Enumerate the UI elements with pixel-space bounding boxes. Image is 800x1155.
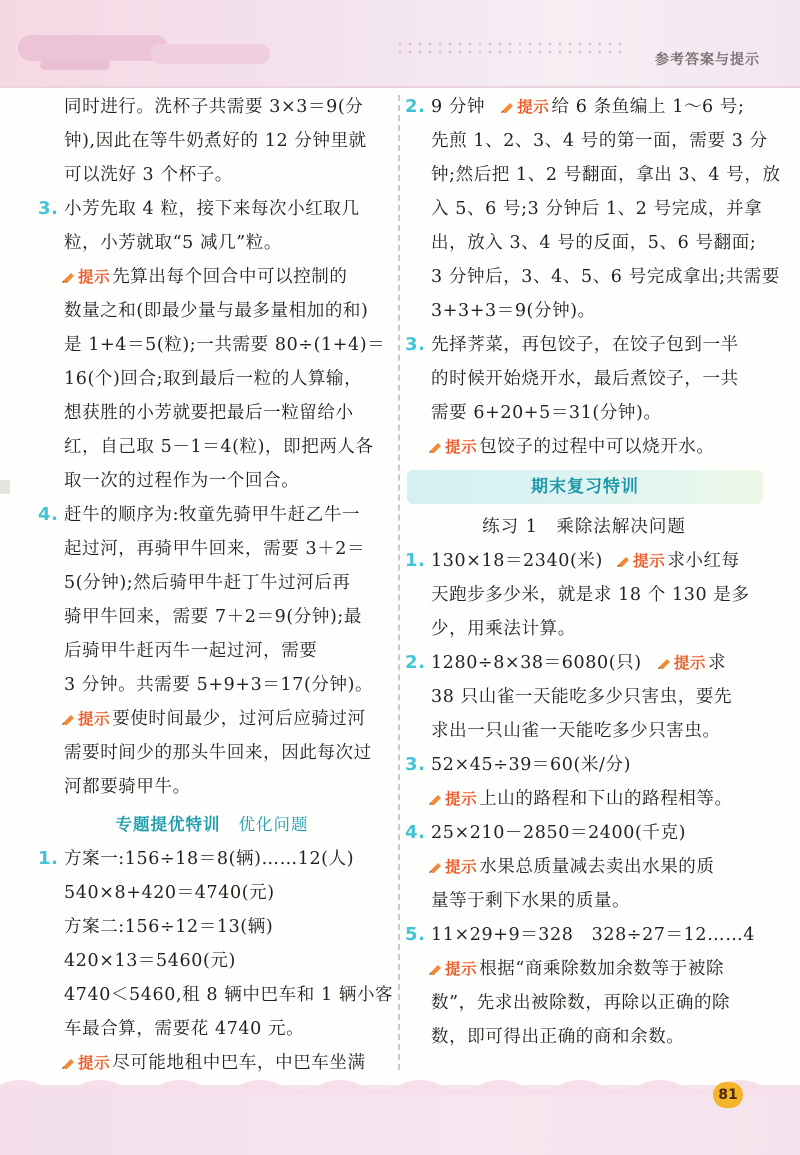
item-number: 3. xyxy=(38,198,59,219)
item-number: 1. xyxy=(405,550,426,571)
answer-text: 25×210－2850＝2400(千克) xyxy=(431,823,687,843)
text-line: 540×8+420＝4740(元) xyxy=(64,883,275,903)
text-line: 赶牛的顺序为:牧童先骑甲牛赶乙牛一 xyxy=(64,505,361,525)
text-line: 数，即可得出正确的商和余数。 xyxy=(431,1027,685,1047)
text-line: 求出一只山雀一天能吃多少只害虫。 xyxy=(431,721,721,741)
answer-item xyxy=(405,328,763,362)
text-line: 钟),因此在等牛奶煮好的 12 分钟里就 xyxy=(64,131,367,151)
text-line: 小芳先取 4 粒，接下来每次小红取几 xyxy=(64,199,360,219)
text-line: 量等于剩下水果的质量。 xyxy=(431,891,631,911)
text-line: 5(分钟);然后骑甲牛赶丁牛过河后再 xyxy=(64,573,351,593)
header-rule xyxy=(0,86,800,88)
hint-label: 提示 xyxy=(78,1054,111,1072)
practice-title: 练习 1 乘除法解决问题 xyxy=(482,517,686,537)
text-line: 天跑步多少米，就是求 18 个 130 是多 xyxy=(431,585,750,605)
text-line: 可以洗好 3 个杯子。 xyxy=(64,165,233,185)
hint-text: 求小红每 xyxy=(667,551,740,571)
pencil-icon xyxy=(429,963,443,975)
hint-text: 水果总质量减去卖出水果的质 xyxy=(479,857,715,877)
answer-text: 130×18＝2340(米) xyxy=(431,551,603,571)
footer-band xyxy=(0,1085,800,1155)
item-number: 4. xyxy=(405,822,426,843)
text-line: 入 5、6 号;3 分钟后 1、2 号完成，并拿 xyxy=(431,199,763,219)
hint-text: 先算出每个回合中可以控制的 xyxy=(112,267,348,287)
text-line: 3 分钟。共需要 5+9+3＝17(分钟)。 xyxy=(64,675,374,695)
hint-block xyxy=(38,702,386,736)
answer-text: 1280÷8×38＝6080(只) xyxy=(431,653,642,673)
text-line: 同时进行。洗杯子共需要 3×3＝9(分 xyxy=(64,97,364,117)
text-line: 方案二:156÷12＝13(辆) xyxy=(64,917,274,937)
text-line: 先煎 1、2、3、4 号的第一面，需要 3 分 xyxy=(431,131,768,151)
text-line: 出，放入 3、4 号的反面，5、6 号翻面; xyxy=(431,233,757,253)
hint-tag xyxy=(501,90,549,124)
hint-label: 提示 xyxy=(78,710,111,728)
hint-text: 包饺子的过程中可以烧开水。 xyxy=(479,437,715,457)
hint-tag xyxy=(617,544,665,578)
item-number: 5. xyxy=(405,924,426,945)
text-line: 骑甲牛回来，需要 7＋2＝9(分钟);最 xyxy=(64,607,363,627)
item-number: 1. xyxy=(38,848,59,869)
decorative-dots xyxy=(395,40,625,54)
section-title-sub: 优化问题 xyxy=(238,815,309,834)
text-line: 420×13＝5460(元) xyxy=(64,951,236,971)
text-line: 车最合算，需要花 4740 元。 xyxy=(64,1019,305,1039)
text-line: 需要 6+20+5＝31(分钟)。 xyxy=(431,403,662,423)
hint-tag xyxy=(62,260,110,294)
answer-item xyxy=(38,498,386,532)
header-label: 参考答案与提示 xyxy=(655,52,760,68)
text-line: 红，自己取 5－1＝4(粒)，即把两人各 xyxy=(64,437,374,457)
answer-item xyxy=(405,918,763,952)
answer-item xyxy=(405,748,763,782)
hint-tag xyxy=(429,782,477,816)
hint-label: 提示 xyxy=(673,654,707,672)
section-title xyxy=(38,808,386,842)
text-line: 16(个)回合;取到最后一粒的人算输， xyxy=(64,369,363,389)
page-number: 81 xyxy=(713,1082,743,1108)
hint-text: 求 xyxy=(708,653,727,673)
text-line: 钟;然后把 1、2 号翻面，拿出 3、4 号，放 xyxy=(431,165,781,185)
hint-block xyxy=(405,782,763,816)
hint-label: 提示 xyxy=(445,438,478,456)
hint-tag xyxy=(658,646,706,680)
hint-tag xyxy=(429,430,477,464)
answer-item xyxy=(38,842,386,876)
hint-text: 根据“商乘除数加余数等于被除 xyxy=(479,959,725,979)
hint-label: 提示 xyxy=(445,790,478,808)
text-line: 起过河，再骑甲牛回来，需要 3＋2＝ xyxy=(64,539,366,559)
pencil-icon xyxy=(62,713,76,725)
text-line: 的时候开始烧开水，最后煮饺子，一共 xyxy=(431,369,739,389)
hint-tag xyxy=(429,952,477,986)
wave-decoration xyxy=(0,1075,800,1095)
hint-text: 给 6 条鱼编上 1～6 号; xyxy=(551,97,745,117)
answer-item xyxy=(405,544,763,578)
text-line: 想获胜的小芳就要把最后一粒留给小 xyxy=(64,403,354,423)
section-title-main: 专题提优特训 xyxy=(115,815,221,834)
answer-text: 11×29+9＝328 328÷27＝12……4 xyxy=(431,925,756,945)
pencil-icon xyxy=(617,555,631,567)
item-number: 3. xyxy=(405,754,426,775)
answer-item xyxy=(405,90,763,124)
text-line: 取一次的过程作为一个回合。 xyxy=(64,471,300,491)
text-line: 方案一:156÷18＝8(辆)……12(人) xyxy=(64,849,355,869)
item-number: 4. xyxy=(38,504,59,525)
hint-block xyxy=(38,260,386,294)
text-line: 先择荠菜，再包饺子，在饺子包到一半 xyxy=(431,335,739,355)
text-line: 粒，小芳就取“5 减几”粒。 xyxy=(64,233,282,253)
text-line: 3+3+3＝9(分钟)。 xyxy=(431,301,596,321)
hint-text: 上山的路程和下山的路程相等。 xyxy=(479,789,733,809)
hint-block xyxy=(405,952,763,986)
right-column xyxy=(405,90,781,1054)
text-line: 河都要骑甲牛。 xyxy=(64,777,191,797)
pencil-icon xyxy=(658,657,672,669)
edge-mark xyxy=(0,480,10,494)
header-band xyxy=(0,0,800,88)
item-number: 3. xyxy=(405,334,426,355)
decorative-cloud xyxy=(18,35,168,61)
hint-label: 提示 xyxy=(633,552,666,570)
pencil-icon xyxy=(501,101,515,113)
answer-item xyxy=(38,192,386,226)
pencil-icon xyxy=(429,861,443,873)
text-line: 数”，先求出被除数，再除以正确的除 xyxy=(431,993,731,1013)
hint-text: 要使时间最少，过河后应骑过河 xyxy=(112,709,366,729)
hint-label: 提示 xyxy=(78,268,111,286)
hint-block xyxy=(405,850,763,884)
text-line: 4740＜5460,租 8 辆中巴车和 1 辆小客 xyxy=(64,985,394,1005)
pencil-icon xyxy=(62,1057,76,1069)
hint-label: 提示 xyxy=(445,858,478,876)
hint-block xyxy=(405,430,763,464)
hint-tag xyxy=(429,850,477,884)
item-number: 2. xyxy=(405,652,426,673)
column-divider xyxy=(398,95,400,1070)
answer-text: 9 分钟 xyxy=(431,97,486,117)
text-line: 少，用乘法计算。 xyxy=(431,619,576,639)
text-line: 是 1+4＝5(粒);一共需要 80÷(1+4)＝ xyxy=(64,335,386,355)
hint-label: 提示 xyxy=(517,98,550,116)
answer-item xyxy=(405,816,763,850)
decorative-cloud xyxy=(150,44,270,64)
text-line: 需要时间少的那头牛回来，因此每次过 xyxy=(64,743,372,763)
text-line: 后骑甲牛赶丙牛一起过河，需要 xyxy=(64,641,318,661)
pencil-icon xyxy=(429,793,443,805)
text-line: 38 只山雀一天能吃多少只害虫，要先 xyxy=(431,687,733,707)
pencil-icon xyxy=(429,441,443,453)
hint-label: 提示 xyxy=(445,960,478,978)
text-line: 数量之和(即最少量与最多量相加的和) xyxy=(64,301,369,321)
answer-item xyxy=(405,646,763,680)
decorative-cloud xyxy=(40,60,110,70)
left-column xyxy=(38,90,394,1114)
hint-text: 尽可能地租中巴车，中巴车坐满 xyxy=(112,1053,366,1073)
text-line: 3 分钟后，3、4、5、6 号完成拿出;共需要 xyxy=(431,267,780,287)
answer-text: 52×45÷39＝60(米/分) xyxy=(431,755,632,775)
section-banner: 期末复习特训 xyxy=(407,470,763,504)
item-number: 2. xyxy=(405,96,426,117)
pencil-icon xyxy=(62,271,76,283)
hint-tag xyxy=(62,702,110,736)
